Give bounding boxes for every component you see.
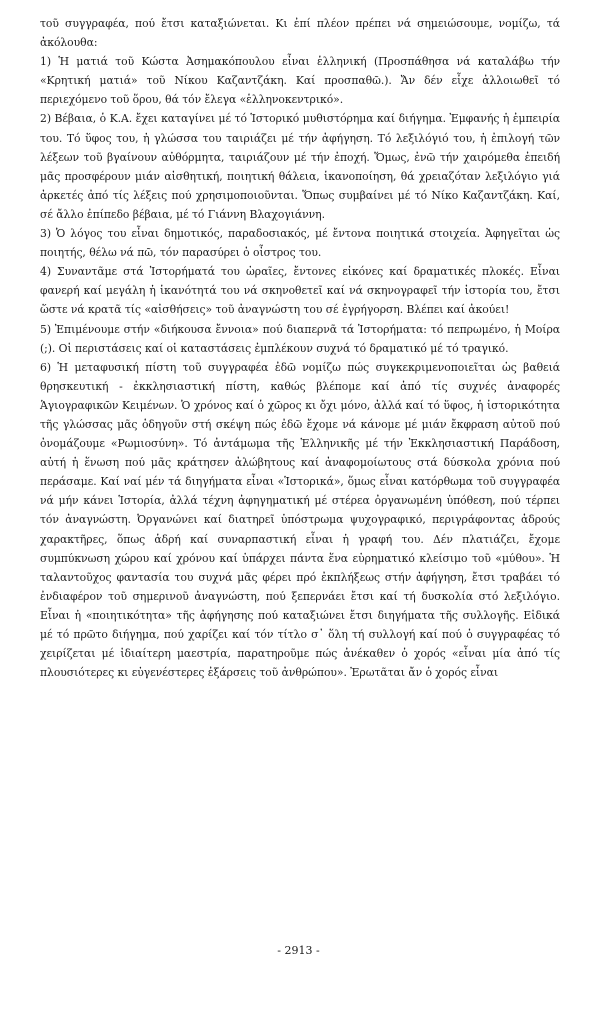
paragraph-point-5: 5) Ἐπιμένουμε στήν «διήκουσα ἔννοια» πού διαπερνᾶ τά Ἱστορήματα: τό πεπρωμένο, ἡ Μοίρα (;). Οἱ περιστάσεις καί οἱ καταστάσεις ἐμπλέκουν συχνά τό δραματικό μέ τό τραγικό. xyxy=(40,322,560,355)
document-body xyxy=(40,14,560,682)
page-number: - 2913 - xyxy=(277,944,320,957)
paragraph-point-2: 2) Βέβαια, ὁ Κ.Α. ἔχει καταγίνει μέ τό Ἱστορικό μυθιστόρημα καί διήγημα. Ἐμφανής ἡ ἐμπειρία του. Τό ὕφος του, ἡ γλώσσα του ταιριάζει μέ τήν ἀφήγηση. Τό λεξιλόγιό του, ἡ ἐπιλογή τῶν λέξεων τοῦ βγαίνουν αὐθόρμητα, ταιριάζουν μέ τήν ἐποχή. Ὅμως, ἐνῶ τήν χαιρόμεθα ἐπειδή μᾶς προσφέρουν μιάν αἰσθητική, ποιητική θάλεια, ἱκανοποίηση, θά χρειαζόταν λεξιλόγιο γιά ἀρκετές ἀπό τίς λέξεις πού χρησιμοποιοῦνται. Ὅπως συμβαίνει μέ τό Νίκο Καζαντζάκη. Καί, σέ ἄλλο ἐπίπεδο βέβαια, μέ τό Γιάννη Βλαχογιάννη. xyxy=(40,112,560,221)
paragraph-point-4: 4) Συναντᾶμε στά Ἱστορήματά του ὡραῖες, ἔντονες εἰκόνες καί δραματικές πλοκές. Εἶναι φανερή καί μεγάλη ἡ ἱκανότητά του νά σκηνοθετεῖ καί νά σκηνογραφεῖ τήν ἱστορία του, ἔτσι ὥστε νά κρατᾶ τίς «αἰσθήσεις» τοῦ ἀναγνώστη του σέ ἐγρήγορση. Βλέπει καί ἀκούει! xyxy=(40,265,560,317)
paragraph-point-6: 6) Ἡ μεταφυσική πίστη τοῦ συγγραφέα ἐδῶ νομίζω πώς συγκεκριμενοποιεῖται ὡς βαθειά θρησκευτική - ἐκκλησιαστική πίστη, καθώς βλέπομε καί ἀπό τίς συχνές ἀναφορές Ἁγιογραφικῶν Κειμένων. Ὁ χρόνος καί ὁ χῶρος κι ὄχι μόνο, ἀλλά καί τό ὕφος, ἡ ἱστορικότητα τῆς γλώσσας μᾶς ὁδηγοῦν στή σκέψη πώς ἐδῶ ἔχομε νά κάνομε μέ μιάν ἔκφραση αὐτοῦ πού ὀνομάζουμε «Ρωμιοσύνη». Τό ἀντάμωμα τῆς Ἑλληνικῆς μέ τήν Ἐκκλησιαστική Παράδοση, αὐτή ἡ ἕνωση πού μᾶς κράτησεν ἀλώβητους καί ἀναφομοίωτους στά δύσκολα χρόνια πού περάσαμε. Καί ναί μέν τά διηγήματα εἶναι «Ἱστορικά», ὅμως εἶναι κατόρθωμα τοῦ συγγραφέα νά μήν κάνει Ἱστορία, ἀλλά τέχνη ἀφηγηματική μέ στέρεα ὀργανωμένη ὑπόθεση, πού τέρπει τόν ἀναγνώστη. Ὀργανώνει καί διατηρεῖ ὑπόστρωμα ψυχογραφικό, περιγράφοντας ἁδρούς χαρακτῆρες, ὅπως ἁδρή καί συναρπαστική εἶναι ἡ γραφή του. Δέν πλατιάζει, ἔχομε συμπύκνωση χώρου καί χρόνου καί ὑπάρχει πάντα ἕνα εὑρηματικό κλείσιμο τοῦ «μύθου». Ἡ ταλαντοῦχος φαντασία του συχνά μᾶς φέρει πρό ἐκπλήξεως στήν ἀφήγηση, ἔτσι τραβάει τό ἐνδιαφέρον τοῦ σημερινοῦ ἀναγνώστη, πού ξεπερνάει ἔτσι καί τή δυσκολία στό λεξιλόγιο. Εἶναι ἡ «ποιητικότητα» τῆς ἀφήγησης πού καταξιώνει ἔτσι διηγήματα τῆς συλλογῆς. Εἰδικά μέ τό πρῶτο διήγημα, πού χαρίζει καί τόν τίτλο σ᾽ ὅλη τή συλλογή καί πού ὁ συγγραφέας τό χειρίζεται μέ ἰδιαίτερη μαεστρία, παρατηροῦμε πώς ἀνέκαθεν ὁ χορός «εἶναι μία ἀπό τίς πλουσιότερες κι εὐγενέστερες ἐξάρσεις τοῦ ἀνθρώπου». Ἐρωτᾶται ἄν ὁ χορός εἶναι xyxy=(40,360,560,680)
paragraph-point-1: 1) Ἡ ματιά τοῦ Κώστα Ἀσημακόπουλου εἶναι ἑλληνική (Προσπάθησα νά καταλάβω τήν «Κρητική ματιά» τοῦ Νίκου Καζαντζάκη. Καί προσπαθῶ.). Ἄν δέν εἶχε ἀλλοιωθεῖ τό περιεχόμενο τοῦ ὅρου, θά τόν ἔλεγα «ἑλληνοκεντρικό». xyxy=(40,55,560,107)
paragraph-intro: τοῦ συγγραφέα, πού ἔτσι καταξιώνεται. Κι ἐπί πλέον πρέπει νά σημειώσουμε, νομίζω, τά ἀκόλουθα: xyxy=(40,17,560,50)
paragraph-point-3: 3) Ὁ λόγος του εἶναι δημοτικός, παραδοσιακός, μέ ἔντονα ποιητικά στοιχεία. Ἀφηγεῖται ὡς ποιητής, θέλω νά πῶ, τόν παρασύρει ὁ οἶστρος του. xyxy=(40,227,560,260)
